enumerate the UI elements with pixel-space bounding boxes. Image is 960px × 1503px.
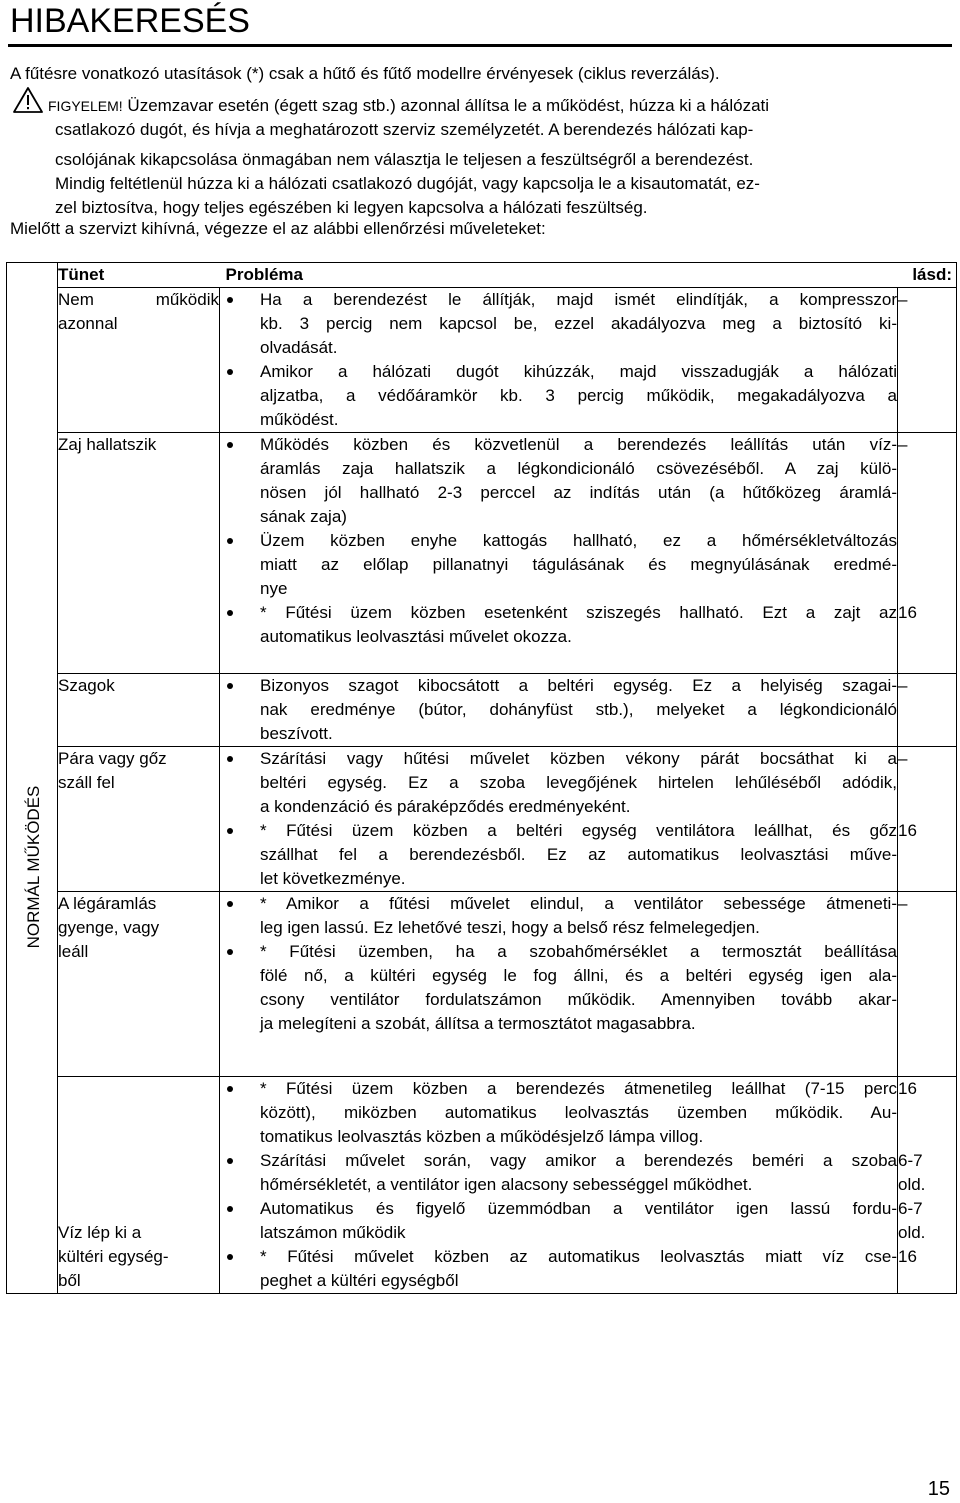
warning-line-1	[48, 95, 769, 117]
warning-line-2: csatlakozó dugót, és hívja a meghatározott szerviz személyzetét. A berendezés hálózati kap-	[55, 120, 754, 139]
item-line: hőmérsékletét, a ventilátor igen alacsony sebességgel működhet.	[260, 1175, 753, 1194]
ref-value: –	[898, 435, 908, 454]
ref-cell	[898, 288, 957, 433]
symptom-cell	[58, 1213, 220, 1294]
item-line: peghet a kültéri egységből	[260, 1271, 459, 1290]
bullet-icon	[220, 360, 260, 432]
side-label-wrap	[21, 747, 47, 987]
side-cell	[7, 747, 58, 1294]
symptom-line: száll fel	[58, 773, 115, 792]
item-line: Szárítási vagy hűtési művelet közben vékony párát bocsáthat ki a	[260, 749, 897, 768]
bullet-icon	[220, 1149, 260, 1197]
item-line: Ha a berendezést le állítják, majd ismét elindítják, a kompresszor	[260, 290, 897, 309]
item-line: nösen jól hallható 2-3 perccel az indítás után (a hűtőközeg áramlá-	[260, 483, 897, 502]
ref-value: –	[898, 676, 908, 695]
symptom-cell	[58, 1077, 220, 1214]
ref-value: 16	[898, 603, 917, 622]
list-item	[220, 1197, 897, 1245]
item-line: beltéri egység. Ez a szoba levegőjének hirtelen lehűléséből adódik,	[260, 773, 897, 792]
warning-text-1: Üzemzavar esetén (égett szag stb.) azonnal állítsa le a működést, húzza ki a hálózati	[122, 96, 770, 115]
symptom-cell	[58, 433, 220, 674]
item-line: aljzatba, a védőáramkör kb. 3 percig működik, megakadályozva a	[260, 386, 897, 405]
bullet-icon	[220, 288, 260, 360]
symptom-line: A légáramlás	[58, 894, 157, 913]
bullet-icon	[220, 674, 260, 746]
item-line: automatikus leolvasztási művelet okozza.	[260, 627, 572, 646]
warning-label: FIGYELEM!	[48, 98, 123, 114]
ref-value: –	[898, 290, 908, 309]
list-item	[220, 747, 897, 819]
symptom-line: Pára vagy gőz	[58, 749, 167, 768]
bullet-icon	[220, 1077, 260, 1149]
table-row	[7, 433, 957, 674]
item-line: * Amikor a fűtési művelet elindul, a ventilátor sebessége átmeneti-	[260, 894, 897, 913]
item-line: * Fűtési üzemben, ha a szobahőmérséklet a termosztát beállítása	[260, 942, 897, 961]
item-line: Működés közben és közvetlenül a berendezés leállítás után víz-	[260, 435, 897, 454]
bullet-icon	[220, 747, 260, 819]
ref-value: –	[898, 749, 908, 768]
item-line: Automatikus és figyelő üzemmódban a ventilátor igen lassú fordu-	[260, 1199, 897, 1218]
item-line: * Fűtési üzem közben a berendezés átmenetileg leállhat (7-15 perc	[260, 1079, 897, 1098]
bullet-icon	[220, 892, 260, 940]
ref-cell	[898, 747, 957, 892]
symptom-line: Víz lép ki a	[58, 1223, 142, 1242]
list-item	[220, 819, 897, 891]
table-row	[7, 288, 957, 433]
table-header-row	[7, 263, 957, 288]
header-symptom: Tünet	[58, 263, 220, 288]
item-line: csony ventilátor fordulatszámon működik. Amennyiben tovább akar-	[260, 990, 897, 1009]
bullet-icon	[220, 601, 260, 649]
symptom-line: azonnal	[58, 314, 118, 333]
list-item	[220, 1149, 897, 1197]
page-title: HIBAKERESÉS	[10, 2, 250, 40]
symptom-line: Zaj hallatszik	[58, 435, 157, 454]
item-line: let következménye.	[260, 869, 406, 888]
item-line: Üzem közben enyhe kattogás hallható, ez a hőmérsékletváltozás	[260, 531, 897, 550]
problem-cell	[220, 1077, 898, 1294]
warning-para-line: Mindig feltétlenül húzza ki a hálózati csatlakozó dugóját, vagy kapcsolja le a kisautomatát, ez-	[55, 174, 760, 193]
symptom-line: leáll	[58, 942, 89, 961]
side-label: NORMÁL MŰKÖDÉS	[24, 785, 43, 948]
ref-cell	[898, 1077, 957, 1294]
symptom-line: Nem működik	[58, 290, 219, 309]
item-line: Amikor a hálózati dugót kihúzzák, majd visszadugják a hálózati	[260, 362, 897, 381]
item-line: tomatikus leolvasztás közben a működésjelző lámpa villog.	[260, 1127, 704, 1146]
problem-cell	[220, 747, 898, 892]
item-line: miatt az előlap pillanatnyi tágulásának és megnyúlásának eredmé-	[260, 555, 897, 574]
list-item	[220, 940, 897, 1036]
before-service-text: Mielőtt a szervizt kihívná, végezze el az alábbi ellenőrzési műveleteket:	[10, 219, 546, 238]
item-line: Szárítási művelet során, vagy amikor a berendezés beméri a szoba	[260, 1151, 897, 1170]
ref-value: 16	[898, 1247, 917, 1266]
symptom-cell	[58, 747, 220, 892]
heating-note: A fűtésre vonatkozó utasítások (*) csak a hűtő és fűtő modellre érvényesek (ciklus reverzálás).	[10, 64, 720, 83]
item-line: beszívott.	[260, 724, 333, 743]
side-cell-top	[7, 263, 58, 747]
table-row	[7, 747, 957, 892]
ref-value: 16	[898, 821, 917, 840]
ref-cell	[898, 674, 957, 747]
symptom-cell	[58, 892, 220, 1077]
symptom-cell	[58, 674, 220, 747]
item-line: * Fűtési üzem közben a beltéri egység ventilátora leállhat, és gőz	[260, 821, 897, 840]
item-line: között), miközben automatikus leolvasztás üzemben működik. Au-	[260, 1103, 897, 1122]
item-line: leg igen lassú. Ez lehetővé teszi, hogy a belső rész felmelegedjen.	[260, 918, 760, 937]
bullet-icon	[220, 433, 260, 529]
warning-paragraph	[55, 148, 760, 220]
troubleshooting-table	[6, 262, 957, 1294]
list-item	[220, 360, 897, 432]
item-line: olvadását.	[260, 338, 338, 357]
list-item	[220, 674, 897, 746]
item-line: áramlás zaja hallatszik a légkondicionáló csövezéséből. A zaj külö-	[260, 459, 897, 478]
item-line: Bizonyos szagot kibocsátott a beltéri egység. Ez a helyiség szagai-	[260, 676, 897, 695]
ref-cell	[898, 433, 957, 674]
bullet-icon	[220, 1197, 260, 1245]
item-line: a kondenzáció és páraképződés eredményeként.	[260, 797, 631, 816]
ref-value: –	[898, 894, 908, 913]
table-row	[7, 1077, 957, 1214]
list-item	[220, 1077, 897, 1149]
item-line: latszámon működik	[260, 1223, 406, 1242]
bullet-icon	[220, 940, 260, 1036]
symptom-line: ből	[58, 1271, 81, 1290]
list-item	[220, 601, 897, 649]
list-item	[220, 1245, 897, 1293]
symptom-line: kültéri egység-	[58, 1247, 169, 1266]
problem-cell	[220, 674, 898, 747]
list-item	[220, 892, 897, 940]
ref-cell	[898, 892, 957, 1077]
item-line: ja melegíteni a szobát, állítsa a termosztátot magasabbra.	[260, 1014, 696, 1033]
item-line: * Fűtési üzem közben esetenként sziszegés hallható. Ezt a zajt az	[260, 603, 897, 622]
item-line: nak eredménye (bútor, dohányfüst stb.), melyeket a légkondicionáló	[260, 700, 897, 719]
bullet-icon	[220, 529, 260, 601]
item-line: nye	[260, 579, 288, 598]
header-ref: lásd:	[898, 263, 957, 288]
title-divider	[8, 44, 952, 47]
list-item	[220, 529, 897, 601]
item-line: működést.	[260, 410, 339, 429]
item-line: fölé nő, a kültéri egység le fog állni, és a beltéri egység igen ala-	[260, 966, 897, 985]
problem-cell	[220, 288, 898, 433]
item-line: kb. 3 percig nem kapcsol be, ezzel akadályozva meg a biztosító ki-	[260, 314, 897, 333]
bullet-icon	[220, 819, 260, 891]
symptom-cell	[58, 288, 220, 433]
ref-value: 16	[898, 1079, 917, 1098]
problem-cell	[220, 433, 898, 674]
table-row	[7, 674, 957, 747]
ref-value: 6-7 old.	[898, 1199, 926, 1242]
warning-para-line: zel biztosítva, hogy teljes egészében ki legyen kapcsolva a hálózati feszültség.	[55, 198, 648, 217]
table-row	[7, 892, 957, 1077]
symptom-line: Szagok	[58, 676, 115, 695]
list-item	[220, 288, 897, 360]
warning-icon	[13, 87, 43, 113]
ref-value: 6-7 old.	[898, 1151, 926, 1194]
bullet-icon	[220, 1245, 260, 1293]
warning-para-line: csolójának kikapcsolása önmagában nem választja le teljesen a feszültségről a berendezést.	[55, 150, 754, 169]
item-line: * Fűtési művelet közben az automatikus leolvasztás miatt víz cse-	[260, 1247, 897, 1266]
item-line: sának zaja)	[260, 507, 347, 526]
list-item	[220, 433, 897, 529]
symptom-line: gyenge, vagy	[58, 918, 160, 937]
problem-cell	[220, 892, 898, 1077]
page-number: 15	[927, 1478, 950, 1500]
item-line: szállhat fel a berendezésből. Ez az automatikus leolvasztási műve-	[260, 845, 897, 864]
header-problem: Probléma	[220, 263, 898, 288]
